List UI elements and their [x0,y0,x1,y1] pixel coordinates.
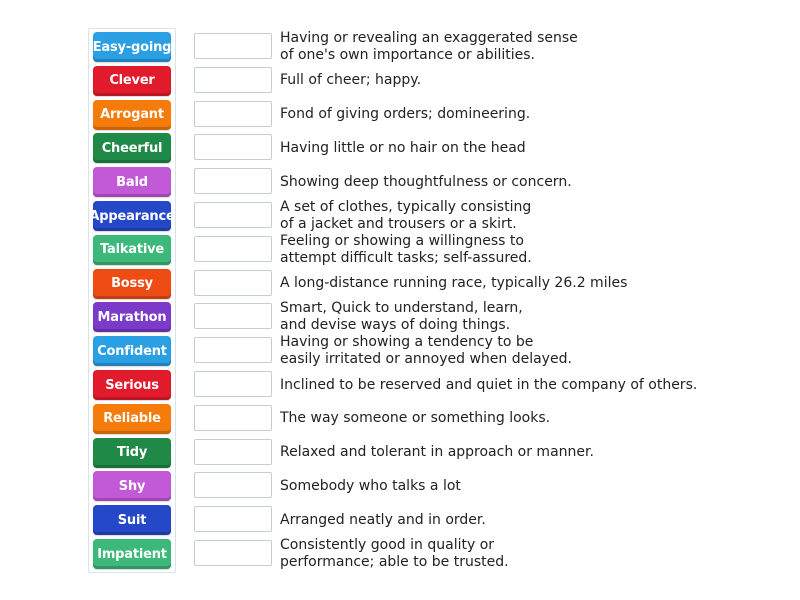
definition-text [280,444,740,461]
definition-line: Full of cheer; happy. [280,72,422,89]
definition-line: of one's own importance or abilities. [280,47,536,63]
word-tile-impatient[interactable]: Impatient [93,539,171,569]
word-tile-cheerful[interactable]: Cheerful [93,133,171,163]
drop-slot[interactable] [194,371,272,397]
drop-slot[interactable] [194,506,272,532]
definition-text [280,199,740,233]
definition-line: The way someone or something looks. [280,410,551,427]
drop-slot[interactable] [194,337,272,363]
drop-slot[interactable] [194,303,272,329]
definition-line: Having or revealing an exaggerated sense [280,30,578,46]
drop-slot[interactable] [194,33,272,59]
definition-line: Smart, Quick to understand, learn, [280,300,523,317]
drop-slot[interactable] [194,101,272,127]
word-tile-easy-going[interactable]: Easy-going [93,32,171,62]
definition-text [280,275,740,292]
definition-line: of a jacket and trousers or a skirt. [280,216,517,232]
definition-line: Consistently good in quality or [280,537,495,553]
word-tile-serious[interactable]: Serious [93,370,171,400]
word-tile-clever[interactable]: Clever [93,66,171,96]
definition-line: Relaxed and tolerant in approach or manner. [280,444,594,461]
definition-line: Inclined to be reserved and quiet in the company of others. [280,376,698,393]
word-tile-confident[interactable]: Confident [93,336,171,366]
definition-line: Arranged neatly and in order. [280,511,486,528]
definition-line: easily irritated or annoyed when delayed. [280,351,572,368]
word-tile-appearance[interactable]: Appearance [93,201,171,231]
word-tile-bossy[interactable]: Bossy [93,269,171,299]
definition-text [280,334,740,368]
drop-slot[interactable] [194,540,272,566]
definition-text [280,174,740,191]
drop-slot[interactable] [194,67,272,93]
definition-line: attempt difficult tasks; self-assured. [280,249,532,266]
tile-bank [88,28,176,573]
drop-slot[interactable] [194,236,272,262]
definition-line: performance; able to be trusted. [280,554,509,570]
definition-line: Feeling or showing a willingness to [280,232,524,249]
definition-text [280,377,740,394]
definition-line: A long-distance running race, typically 26.2 miles [280,275,628,292]
word-tile-bald[interactable]: Bald [93,167,171,197]
word-tile-arrogant[interactable]: Arrogant [93,100,171,130]
definition-line: Showing deep thoughtfulness or concern. [280,173,572,190]
drop-slot[interactable] [194,168,272,194]
drop-slot[interactable] [194,439,272,465]
definition-text [280,478,740,495]
drop-slot[interactable] [194,270,272,296]
definition-line: Having or showing a tendency to be [280,334,534,351]
definition-line: A set of clothes, typically consisting [280,199,532,215]
word-tile-shy[interactable]: Shy [93,471,171,501]
word-tile-tidy[interactable]: Tidy [93,438,171,468]
word-tile-suit[interactable]: Suit [93,505,171,535]
word-tile-talkative[interactable]: Talkative [93,235,171,265]
definition-line: Somebody who talks a lot [280,477,461,494]
definition-text [280,140,740,157]
definition-text [280,537,740,571]
drop-slot[interactable] [194,134,272,160]
drop-slot[interactable] [194,472,272,498]
word-tile-reliable[interactable]: Reliable [93,404,171,434]
definition-line: Fond of giving orders; domineering. [280,106,531,123]
definition-line: Having little or no hair on the head [280,139,526,156]
definition-text [280,30,740,64]
definition-text [280,233,740,267]
word-tile-marathon[interactable]: Marathon [93,302,171,332]
definition-line: and devise ways of doing things. [280,317,511,334]
drop-slot[interactable] [194,202,272,228]
drop-slot[interactable] [194,405,272,431]
definition-text [280,72,740,89]
definition-text [280,300,740,334]
definition-text [280,106,740,123]
definition-text [280,410,740,427]
definition-text [280,512,740,529]
